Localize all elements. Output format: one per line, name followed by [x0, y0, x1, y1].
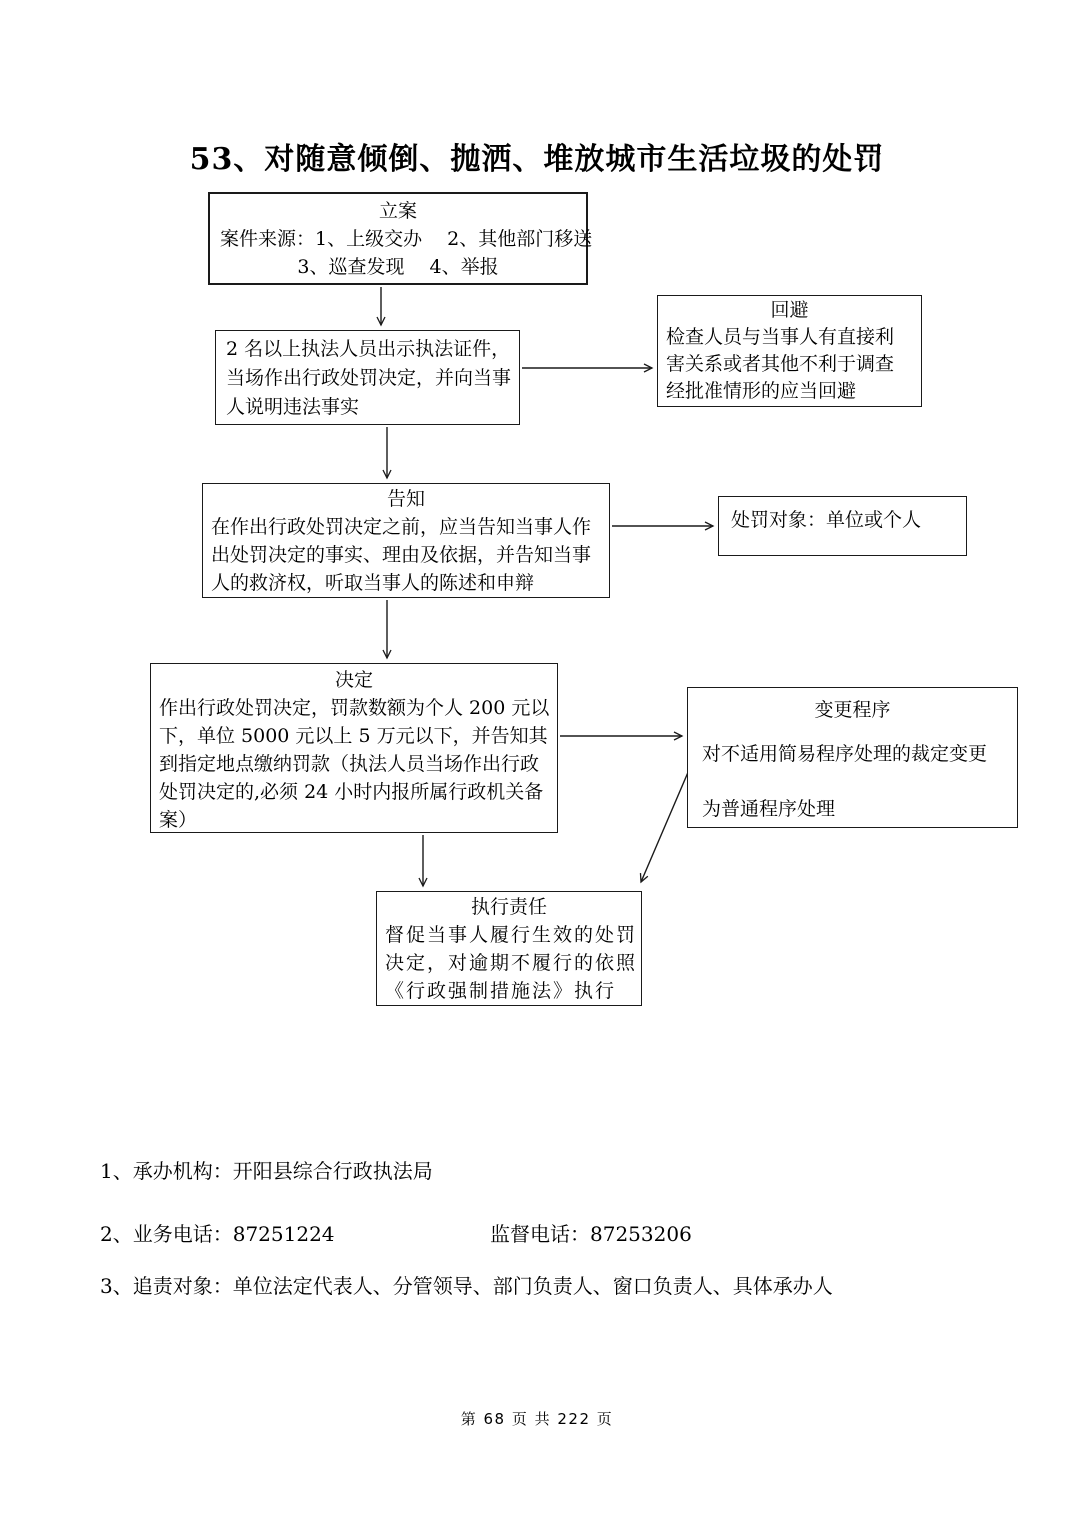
- box-line: 案件来源：1、上级交办 2、其他部门移送: [220, 228, 593, 250]
- box-line: 在作出行政处罚决定之前，应当告知当事人作: [211, 516, 592, 538]
- box-line: 人说明违法事实: [226, 396, 360, 418]
- note-supervise-phone: 监督电话：87253206: [490, 1222, 692, 1246]
- box-line: 处罚对象：单位或个人: [731, 509, 922, 531]
- flow-box-recusal: [657, 295, 922, 407]
- box-title: 回避: [770, 299, 809, 321]
- flow-box-enforcement: [215, 330, 520, 425]
- box-line: 当场作出行政处罚决定，并向当事: [226, 367, 512, 389]
- flow-box-decision: [150, 663, 558, 833]
- box-line: 决定，对逾期不履行的依照: [385, 952, 638, 974]
- arrow-change-to-execution: [641, 770, 689, 882]
- box-title: 告知: [386, 488, 425, 510]
- box-line: 害关系或者其他不利于调查: [666, 353, 895, 375]
- note-business-phone: 2、业务电话：87251224: [100, 1222, 335, 1246]
- note-accountability: 3、追责对象：单位法定代表人、分管领导、部门负责人、窗口负责人、具体承办人: [100, 1274, 833, 1298]
- box-title: 变更程序: [814, 699, 891, 721]
- box-line: 下，单位 5000 元以上 5 万元以下，并告知其: [159, 725, 548, 747]
- flow-box-procedure-change: [687, 687, 1018, 828]
- box-title: 决定: [334, 669, 373, 691]
- flow-box-filing: [208, 192, 593, 285]
- box-line: 督促当事人履行生效的处罚: [385, 924, 638, 946]
- box-line: 经批准情形的应当回避: [666, 380, 857, 402]
- box-line: 处罚决定的,必须 24 小时内报所属行政机关备: [159, 781, 544, 803]
- box-line: 到指定地点缴纳罚款（执法人员当场作出行政: [159, 753, 540, 775]
- box-title: 执行责任: [470, 896, 547, 918]
- box-line: 人的救济权，听取当事人的陈述和申辩: [211, 572, 535, 594]
- flow-box-penalty-target: [718, 496, 967, 556]
- note-phones: [100, 1218, 692, 1247]
- flow-box-execution-duty: [376, 891, 642, 1006]
- box-line: 作出行政处罚决定，罚款数额为个人 200 元以: [159, 697, 550, 719]
- flow-box-notification: [202, 483, 610, 598]
- box-line: 3、巡查发现 4、举报: [297, 256, 499, 278]
- box-line: 为普通程序处理: [702, 798, 836, 820]
- note-agency: 1、承办机构：开阳县综合行政执法局: [100, 1159, 433, 1183]
- box-line: 检查人员与当事人有直接利: [666, 326, 895, 348]
- box-line: 《行政强制措施法》执行: [385, 980, 617, 1002]
- box-line: 对不适用简易程序处理的裁定变更: [702, 743, 988, 765]
- page-number: 第 68 页 共 222 页: [460, 1410, 614, 1428]
- page-title: 53、对随意倾倒、抛洒、堆放城市生活垃圾的处罚: [189, 142, 885, 177]
- box-line: 2 名以上执法人员出示执法证件，: [226, 338, 511, 360]
- box-line: 出处罚决定的事实、理由及依据，并告知当事: [211, 544, 592, 566]
- box-line: 案）: [159, 809, 198, 831]
- box-title: 立案: [378, 200, 417, 222]
